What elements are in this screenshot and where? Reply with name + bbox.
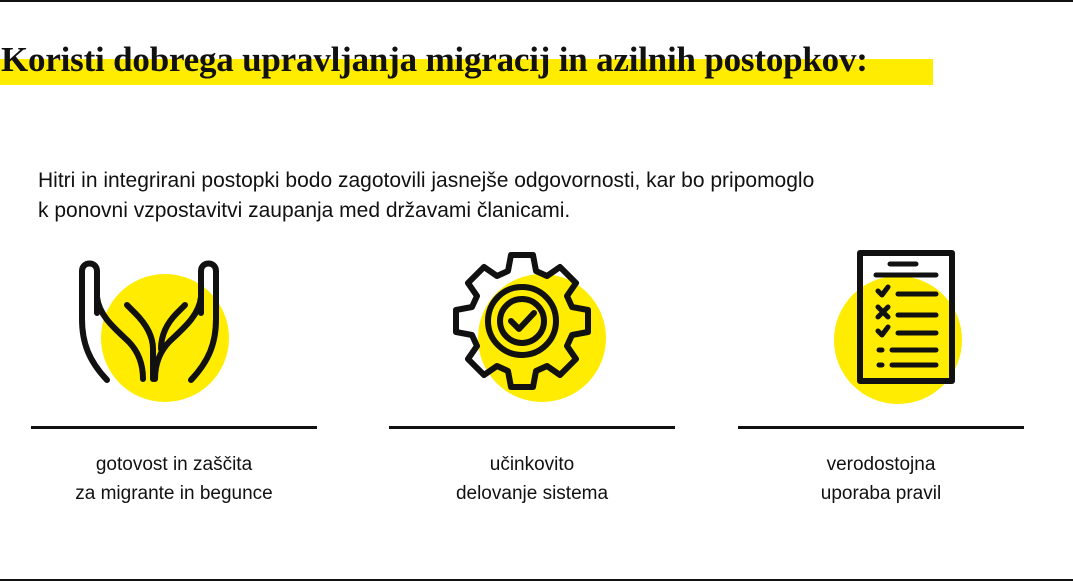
top-rule: [0, 0, 1073, 2]
benefit-card-efficiency: [389, 245, 677, 515]
benefit-divider: [738, 426, 1024, 429]
benefit-caption-line-2: za migrante in begunce: [75, 483, 273, 504]
gear-check-icon: [389, 245, 677, 405]
benefit-divider: [31, 426, 317, 429]
benefit-caption-line-2: uporaba pravil: [820, 483, 942, 504]
benefit-card-rules: [738, 245, 1026, 515]
benefit-caption-line-1: gotovost in zaščita: [95, 454, 253, 475]
benefit-caption-line-1: učinkovito: [489, 454, 575, 475]
benefit-caption: [31, 450, 317, 508]
benefit-divider: [389, 426, 675, 429]
hands-protection-icon: [31, 245, 319, 405]
bottom-rule: [0, 579, 1073, 581]
lead-line-2: k ponovni vzpostavitvi zaupanja med državami članicami.: [38, 199, 571, 222]
benefit-card-protection: [31, 245, 319, 515]
checklist-icon: [738, 245, 1026, 405]
page-title: Koristi dobrega upravljanja migracij in azilnih postopkov:: [1, 40, 868, 79]
benefit-caption-line-1: verodostojna: [826, 454, 936, 475]
benefit-caption-line-2: delovanje sistema: [455, 483, 609, 504]
benefit-caption: [738, 450, 1024, 508]
benefit-caption: [389, 450, 675, 508]
lead-line-1: Hitri in integrirani postopki bodo zagotovili jasnejše odgovornosti, kar bo pripomoglo: [38, 169, 815, 192]
lead-paragraph: [38, 166, 938, 226]
